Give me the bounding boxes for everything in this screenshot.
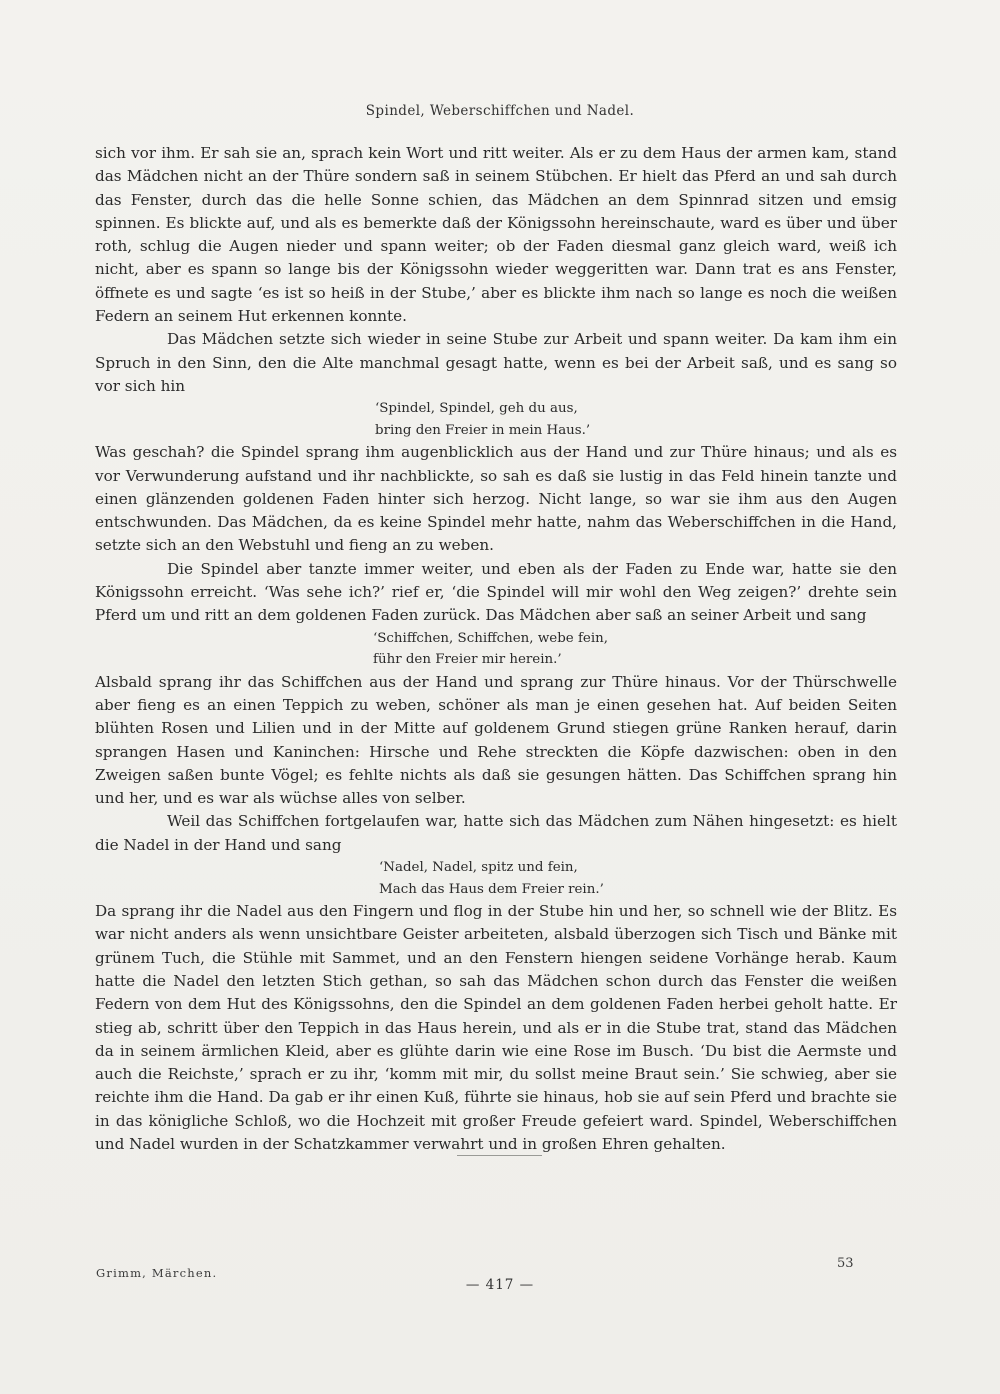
paragraph: Das Mädchen setzte sich wieder in seine Stube zur Arbeit und spann weiter. Da kam ihm ein Spruch in den Sinn, den die Alte manchmal gesagt hatte, wenn es bei der Arbeit saß, und es sang so vor sich hin [95, 330, 897, 395]
page-number: — 417 — [465, 1277, 535, 1293]
paragraph: Was geschah? die Spindel sprang ihm augenblicklich aus der Hand und zur Thüre hinaus; und als es vor Verwunderung aufstand und ihr nachblickte, so sah es daß sie lustig in das Feld hinein tanzte und einen glänzenden goldenen Faden hinter sich herzog. Nicht lange, so war sie ihm aus den Augen entschwunden. Das Mädchen, da es keine Spindel mehr hatte, nahm das Weberschiffchen in die Hand, setzte sich an den Webstuhl und fieng an zu weben. [95, 443, 897, 555]
body-text [95, 142, 897, 1156]
verse-line: ‘Spindel, Spindel, geh du aus, [375, 401, 578, 417]
verse-line: Mach das Haus dem Freier rein.’ [379, 881, 604, 897]
verse-line: ‘Nadel, Nadel, spitz und fein, [379, 860, 578, 876]
signature-mark: 53 [837, 1256, 854, 1271]
paragraph: sich vor ihm. Er sah sie an, sprach kein Wort und ritt weiter. Als er zu dem Haus der armen kam, stand das Mädchen nicht an der Thüre sondern saß in seinem Stübchen. Er hielt das Pferd an und sah durch das Fenster, durch das die helle Sonne schien, das Mädchen an dem Spinnrad sitzen und emsig spinnen. Es blickte auf, und als es bemerkte daß der Königssohn hereinschaute, ward es über und über roth, schlug die Augen nieder und spann weiter; ob der Faden diesmal ganz gleich ward, weiß ich nicht, aber es spann so lange bis der Königssohn wieder weggeritten war. Dann trat es ans Fenster, öffnete es und sagte ‘es ist so heiß in der Stube,’ aber es blickte ihm nach so lange es noch die weißen Federn an seinem Hut erkennen konnte. [95, 144, 897, 326]
verse [95, 398, 897, 441]
paragraph: Alsbald sprang ihr das Schiffchen aus der Hand und sprang zur Thüre hinaus. Vor der Thürschwelle aber fieng es an einen Teppich zu weben, schöner als man je einen gesehen hat. Auf beiden Seiten blühten Rosen und Lilien und in der Mitte auf goldenem Grund stiegen grüne Ranken herauf, darin sprangen Hasen und Kaninchen: Hirsche und Rehe streckten die Köpfe dazwischen: oben in den Zweigen saßen bunte Vögel; es fehlte nichts als daß sie gesungen hätten. Das Schiffchen sprang hin und her, und es war als wüchse alles von selber. [95, 672, 897, 808]
verse-line: führ den Freier mir herein.’ [373, 652, 562, 668]
paragraph: Die Spindel aber tanzte immer weiter, und eben als der Faden zu Ende war, hatte sie den Königssohn erreicht. ‘Was sehe ich?’ rief er, ‘die Spindel will mir wohl den Weg zeigen?’ drehte sein Pferd um und ritt an dem goldenen Faden zurück. Das Mädchen aber saß an seiner Arbeit und sang [95, 559, 897, 625]
running-head: Spindel, Weberschiffchen und Nadel. [365, 103, 635, 119]
footer-book-title: Grimm, Märchen. [96, 1266, 218, 1280]
end-rule [457, 1155, 542, 1156]
verse [95, 628, 897, 671]
verse-line: ‘Schiffchen, Schiffchen, webe fein, [373, 630, 608, 646]
verse [95, 857, 897, 900]
verse-line: bring den Freier in mein Haus.’ [375, 422, 591, 438]
paragraph: Da sprang ihr die Nadel aus den Fingern und flog in der Stube hin und her, so schnell wie der Blitz. Es war nicht anders als wenn unsichtbare Geister arbeiteten, alsbald überzogen sich Tisch und Bänke mit grünem Tuch, die Stühle mit Sammet, und an den Fenstern hiengen seidene Vorhänge herab. Kaum hatte die Nadel den letzten Stich gethan, so sah das Mädchen schon durch das Fenster die weißen Federn von dem Hut des Königssohns, den die Spindel an dem goldenen Faden herbei geholt hatte. Er stieg ab, schritt über den Teppich in das Haus herein, und als er in die Stube trat, stand das Mädchen da in seinem ärmlichen Kleid, aber es glühte darin wie eine Rose im Busch. ‘Du bist die Aermste und auch die Reichste,’ sprach er zu ihr, ‘komm mit mir, du sollst meine Braut sein.’ Sie schwieg, aber sie reichte ihm die Hand. Da gab er ihr einen Kuß, führte sie hinaus, hob sie auf sein Pferd und brachte sie in das königliche Schloß, wo die Hochzeit mit großer Freude gefeiert ward. Spindel, Weberschiffchen und Nadel wurden in der Schatzkammer verwahrt und in großen Ehren gehalten. [95, 902, 897, 1153]
paragraph: Weil das Schiffchen fortgelaufen war, hatte sich das Mädchen zum Nähen hingesetzt: es hielt die Nadel in der Hand und sang [95, 812, 897, 854]
